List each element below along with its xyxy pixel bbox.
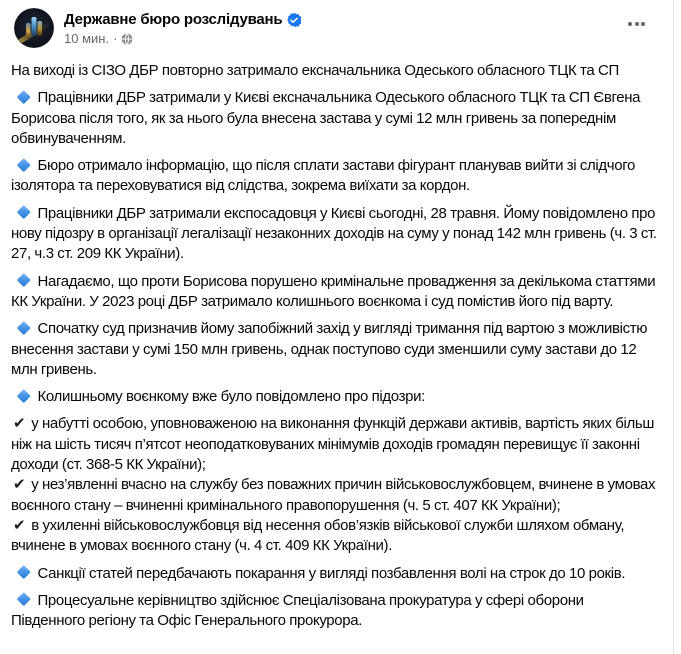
post-header bbox=[0, 0, 673, 48]
globe-privacy-icon bbox=[121, 33, 133, 45]
post-body bbox=[0, 48, 673, 631]
paragraph-text: Працівники ДБР затримали у Києві ексначальника Одеського обласного ТЦК та СП Євгена Борисова після того, як за нього була внесена застава у сумі 12 млн гривень за попереднім обвинуваченням. bbox=[11, 89, 641, 147]
post-paragraph bbox=[11, 61, 660, 81]
timestamp[interactable]: 10 мин. bbox=[64, 31, 110, 46]
post-paragraph bbox=[11, 156, 660, 197]
author-name[interactable]: Державне бюро розслідувань bbox=[64, 11, 283, 28]
blue-diamond-icon bbox=[17, 158, 30, 171]
check-icon: ✔ bbox=[13, 415, 26, 433]
paragraph-text: Нагадаємо, що проти Борисова порушено кримінальне провадження за декількома статтями КК України. У 2023 році ДБР затримало колишнього воєнкома і суд помістив його під варту. bbox=[11, 272, 656, 310]
post-paragraph bbox=[11, 591, 660, 632]
meta-separator: · bbox=[113, 31, 118, 46]
post-paragraph bbox=[11, 475, 660, 516]
post-menu-button[interactable] bbox=[622, 16, 651, 32]
ellipsis-icon bbox=[635, 22, 639, 26]
blue-diamond-icon bbox=[17, 389, 30, 402]
ellipsis-icon bbox=[628, 22, 632, 26]
post-meta bbox=[64, 30, 301, 47]
paragraph-text: у набутті особою, уповноваженою на виконання функцій держави активів, вартість яких більш ніж на шість тисяч п’ятсот неоподатковуваних мінімумів доходів громадян перевищує її законні доходи (ст. 368-5 КК України); bbox=[11, 415, 655, 474]
paragraph-text: Бюро отримало інформацію, що після сплати застави фігурант планував вийти зі слідчого ізолятора та переховуватися від слідства, зокрема виїхати за кордон. bbox=[11, 157, 636, 195]
post-paragraph bbox=[11, 88, 660, 149]
avatar[interactable] bbox=[14, 8, 54, 48]
post-paragraph bbox=[11, 204, 660, 265]
paragraph-text: Санкції статей передбачають покарання у вигляді позбавлення волі на строк до 10 років. bbox=[37, 564, 626, 582]
paragraph-text: Колишньому воєнкому вже було повідомлено про підозри: bbox=[37, 388, 425, 406]
check-icon: ✔ bbox=[13, 516, 26, 534]
post-paragraph bbox=[11, 564, 660, 584]
post-header-text bbox=[64, 8, 301, 47]
blue-diamond-icon bbox=[17, 592, 30, 605]
blue-diamond-icon bbox=[17, 205, 30, 218]
paragraph-text: Працівники ДБР затримали експосадовця у Києві сьогодні, 28 травня. Йому повідомлено про нову підозру в організації легалізації незаконних доходів на суму у понад 142 млн гривень (ч. 3 ст. 27, ч.3 ст. 209 КК України). bbox=[11, 204, 657, 263]
blue-diamond-icon bbox=[17, 273, 30, 286]
post-paragraph bbox=[11, 516, 660, 557]
blue-diamond-icon bbox=[17, 321, 30, 334]
post-paragraph bbox=[11, 272, 660, 313]
paragraph-text: Спочатку суд призначив йому запобіжний захід у вигляді тримання під вартою з можливістю внесення застави у сумі 150 млн гривень, однак поступово суди зменшили суму застави до 12 млн гривень. bbox=[11, 320, 648, 378]
dbr-logo-icon bbox=[14, 8, 54, 48]
paragraph-text: Процесуальне керівництво здійснює Спеціалізована прокуратура у сфері оборони Південного регіону та Офіс Генерального прокурора. bbox=[11, 591, 584, 630]
paragraph-text: у нез’явленні вчасно на службу без поважних причин військовослужбовцем, вчинене в умовах воєнного стану – вчиненні кримінального правопорушення (ч. 5 ст. 407 КК України); bbox=[11, 476, 656, 514]
post-paragraph bbox=[11, 414, 660, 475]
check-icon: ✔ bbox=[13, 476, 26, 494]
paragraph-text: На виході із СІЗО ДБР повторно затримало ексначальника Одеського обласного ТЦК та СП bbox=[11, 62, 619, 79]
post-paragraph bbox=[11, 387, 660, 407]
paragraph-text: в ухиленні військовослужбовця від несення обов’язків військової служби шляхом обману, вчинене в умовах воєнного стану (ч. 4 ст. 409 КК України). bbox=[11, 516, 625, 555]
blue-diamond-icon bbox=[17, 565, 30, 578]
verified-badge-icon bbox=[287, 13, 301, 27]
post-paragraph bbox=[11, 319, 660, 380]
ellipsis-icon bbox=[641, 22, 645, 26]
blue-diamond-icon bbox=[17, 90, 30, 103]
